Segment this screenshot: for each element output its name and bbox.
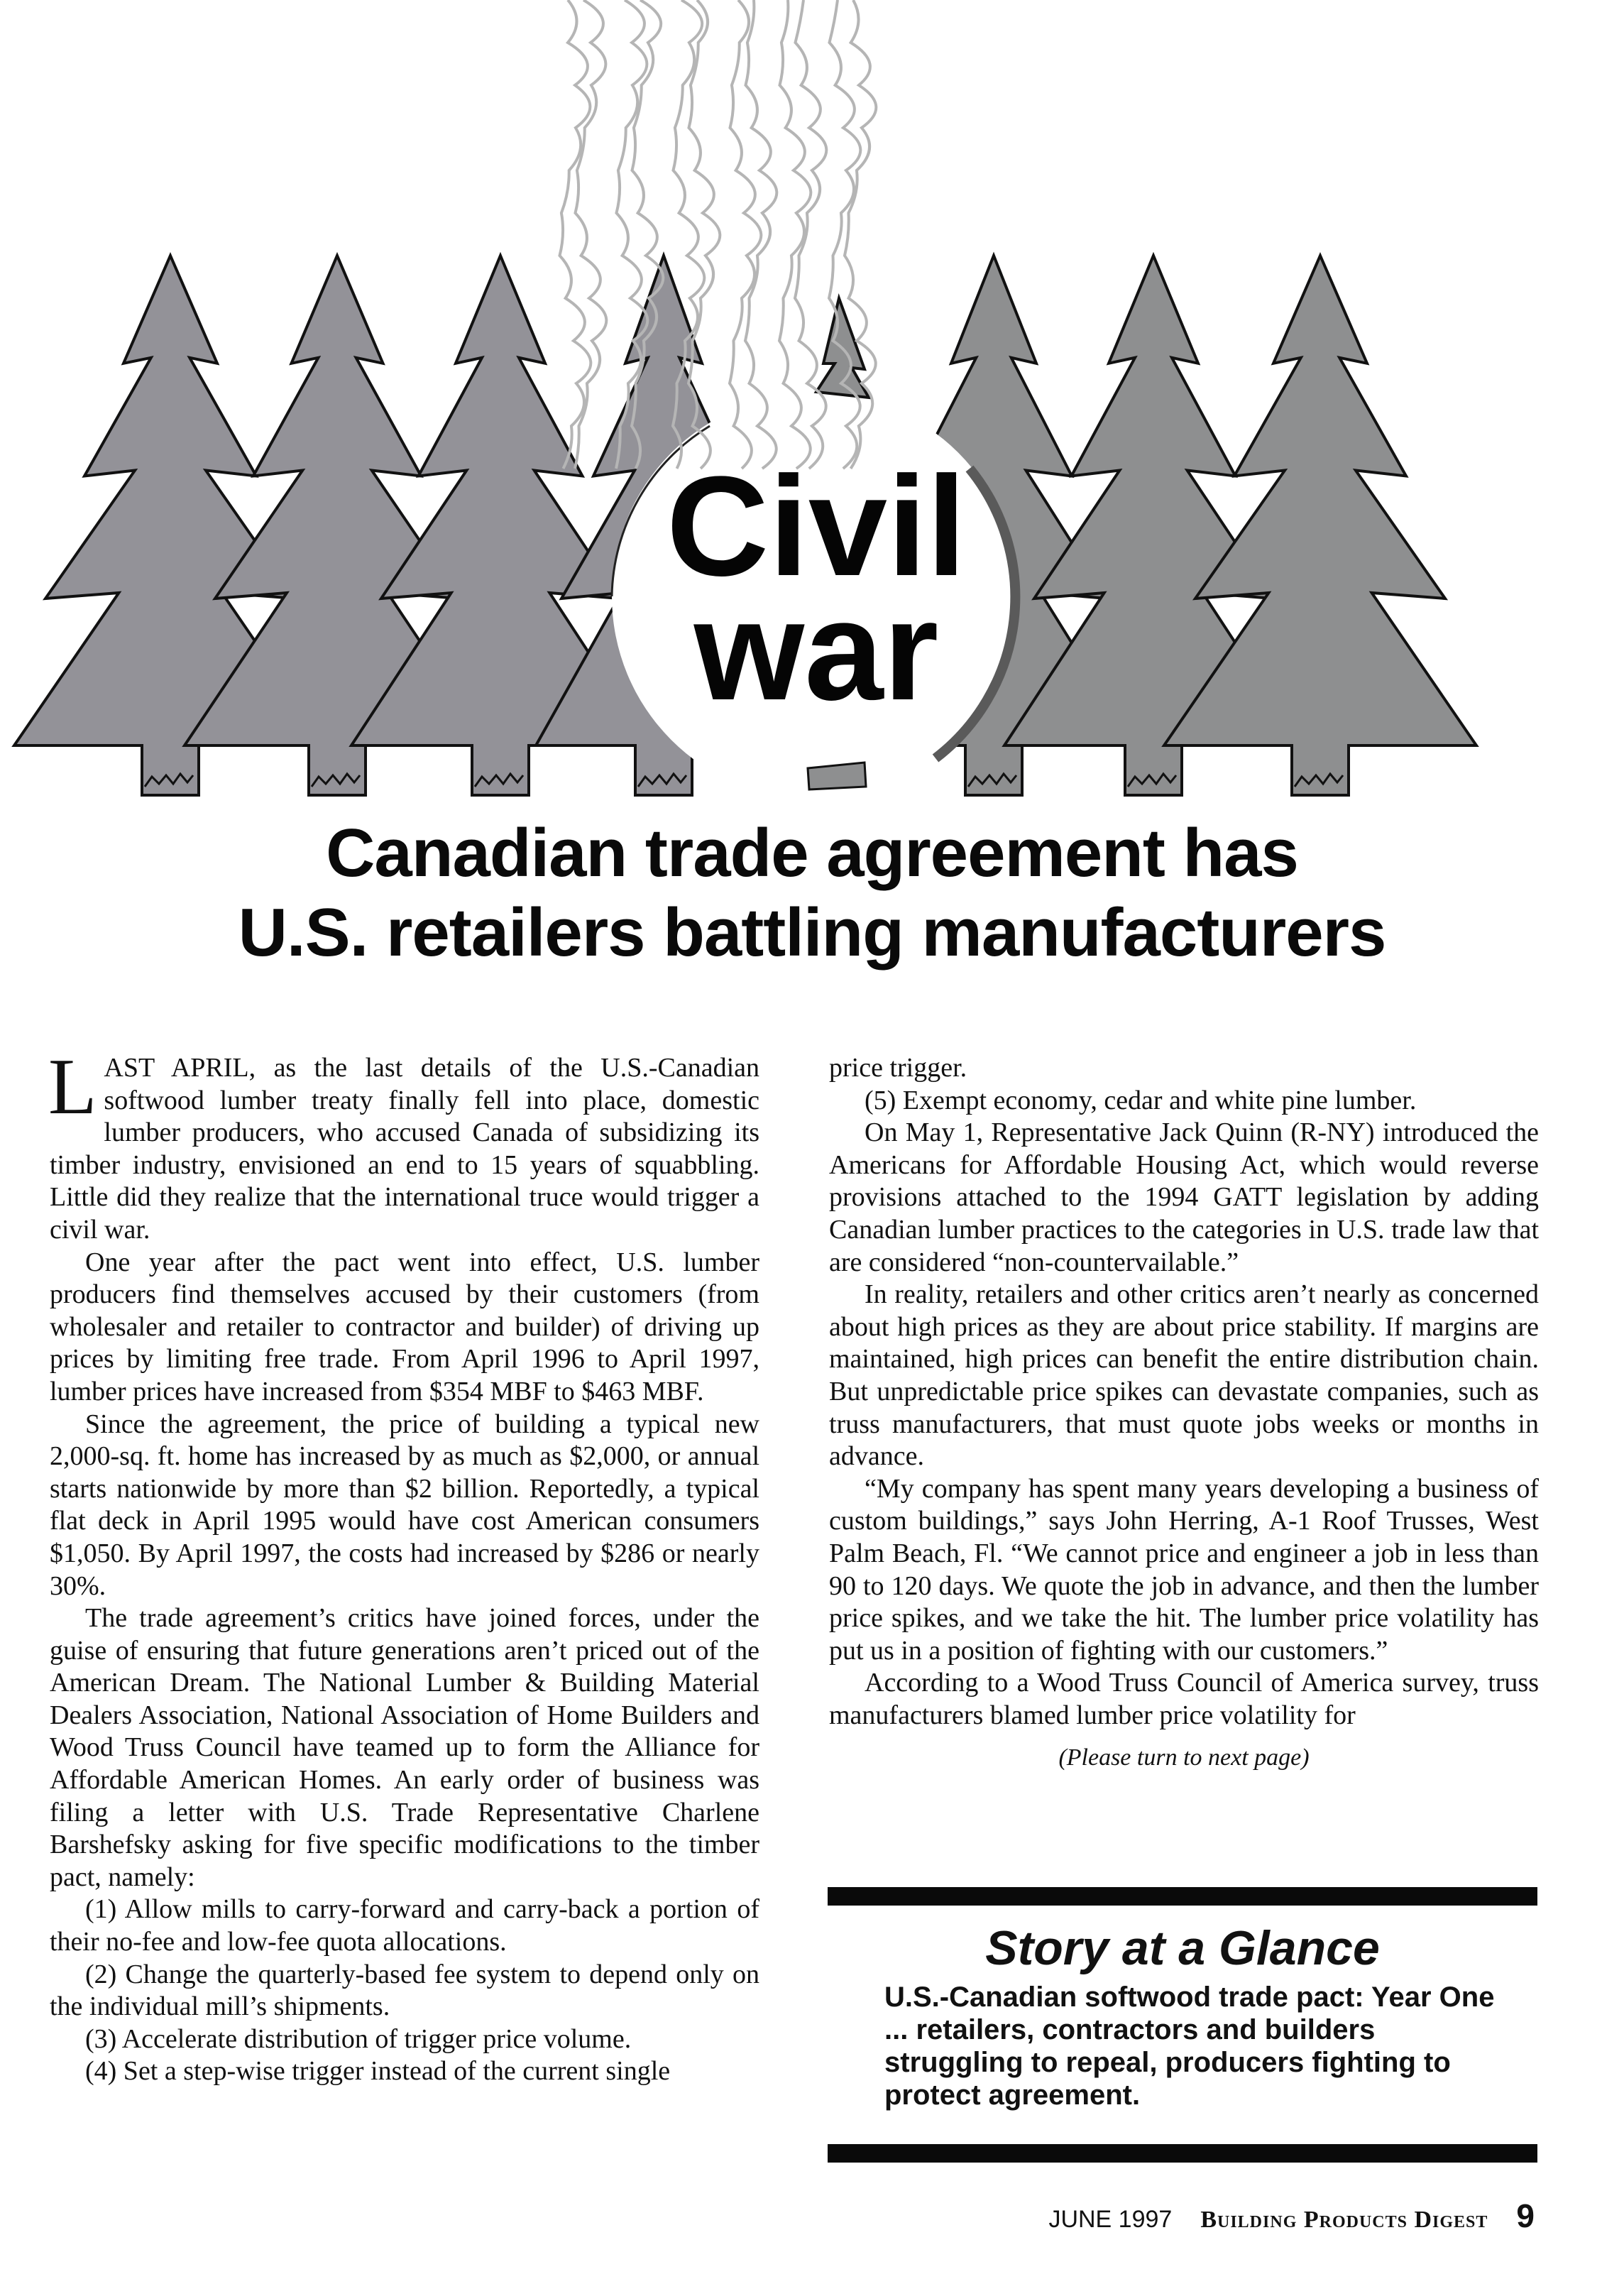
art-title-war: war — [693, 572, 939, 730]
article-column-left — [48, 1043, 759, 2088]
article-list-item: (4) Set a step-wise trigger instead of the current single — [85, 2056, 671, 2087]
article-list-item: (3) Accelerate distribution of trigger price volume. — [85, 2023, 632, 2054]
page-number: 9 — [1516, 2197, 1535, 2234]
glance-summary: U.S.-Canadian softwood trade pact: Year One ... retailers, contractors and builders struggling to repeal, producers fighting to protect agreement. — [884, 1982, 1495, 2111]
article-list-item: (1) Allow mills to carry-forward and carry-back a portion of their no-fee and low-fee quota allocations. — [50, 1894, 759, 1957]
article-paragraph: One year after the pact went into effect, U.S. lumber producers find themselves accused by their customers (from wholesaler and retailer to contractor and builder) of driving up prices by limiting free trade. From April 1996 to April 1997, lumber prices have increased from $354 MBF to $463 MBF. — [50, 1247, 759, 1406]
drop-cap: L — [48, 1043, 97, 1131]
glance-rule-top — [828, 1887, 1537, 1906]
article-paragraph: The trade agreement’s critics have joined forces, under the guise of ensuring that future generations aren’t priced out of the American Dream. The National Lumber & Building Material Dealers Association, National Association of Home Builders and Wood Truss Council have teamed up to form the Alliance for Affordable American Homes. An early order of business was filing a letter with U.S. Trade Representative Charlene Barshefsky asking for five specific modifications to the timber pact, namely: — [50, 1603, 759, 1892]
article-paragraph: “My company has spent many years developing a business of custom buildings,” says John Herring, A-1 Roof Trusses, West Palm Beach, Fl. “We cannot price and engineer a job in less than 90 to 120 days. We quote the job in advance, and then the lumber price spikes, and we take the hit. The lumber price volatility has put us in a position of fighting with our customers.” — [829, 1473, 1539, 1666]
article-paragraph: Since the agreement, the price of building a typical new 2,000-sq. ft. home has increased by as much as $2,000, or annual starts nationwide by more than $2 billion. Reportedly, a typical flat deck in April 1995 would have cost American consumers $1,050. By April 1997, the costs had increased by $286 or nearly 30%. — [50, 1409, 759, 1601]
footer-publication: Building Products Digest — [1200, 2207, 1488, 2233]
glance-rule-bottom — [828, 2144, 1537, 2163]
article-list-item: (2) Change the quarterly-based fee system to depend only on the individual mill’s shipments. — [50, 1959, 759, 2022]
article-paragraph: LAST APRIL, as the last details of the U.S.-Canadian softwood lumber treaty finally fell into place, domestic lumber producers, who accused Canada of subsidizing its timber industry, envisioned an end to 15 years of squabbling. Little did they realize that the international truce would trigger a civil war. — [48, 1043, 759, 1245]
article-continuation: price trigger. — [829, 1053, 967, 1083]
turn-page-note: (Please turn to next page) — [1058, 1744, 1310, 1771]
footer-date: JUNE 1997 — [1048, 2206, 1173, 2233]
article-paragraph: According to a Wood Truss Council of America survey, truss manufacturers blamed lumber price volatility for — [829, 1668, 1539, 1730]
civil-war-illustration — [0, 0, 1624, 838]
headline-line-1: Canadian trade agreement has — [326, 815, 1298, 891]
article-list-item: (5) Exempt economy, cedar and white pine lumber. — [865, 1085, 1417, 1115]
art-title-civil: Civil — [666, 447, 967, 606]
headline-line-2: U.S. retailers battling manufacturers — [238, 895, 1386, 971]
page-footer — [1048, 2197, 1535, 2239]
article-paragraph: On May 1, Representative Jack Quinn (R-NY) introduced the Americans for Affordable Housing Act, which would reverse provisions attached to the 1994 GATT legislation by adding Canadian lumber practices to the categories in U.S. trade law that are considered “non-countervailable.” — [829, 1117, 1539, 1277]
article-column-right — [829, 1052, 1539, 1774]
glance-title: Story at a Glance — [985, 1921, 1380, 1975]
article-paragraph: In reality, retailers and other critics aren’t nearly as concerned about high prices as they are about price stability. If margins are maintained, high prices can benefit the entire distribution chain. But unpredictable price spikes can devastate companies, such as truss manufacturers, that must quote jobs weeks or months in advance. — [829, 1279, 1539, 1472]
